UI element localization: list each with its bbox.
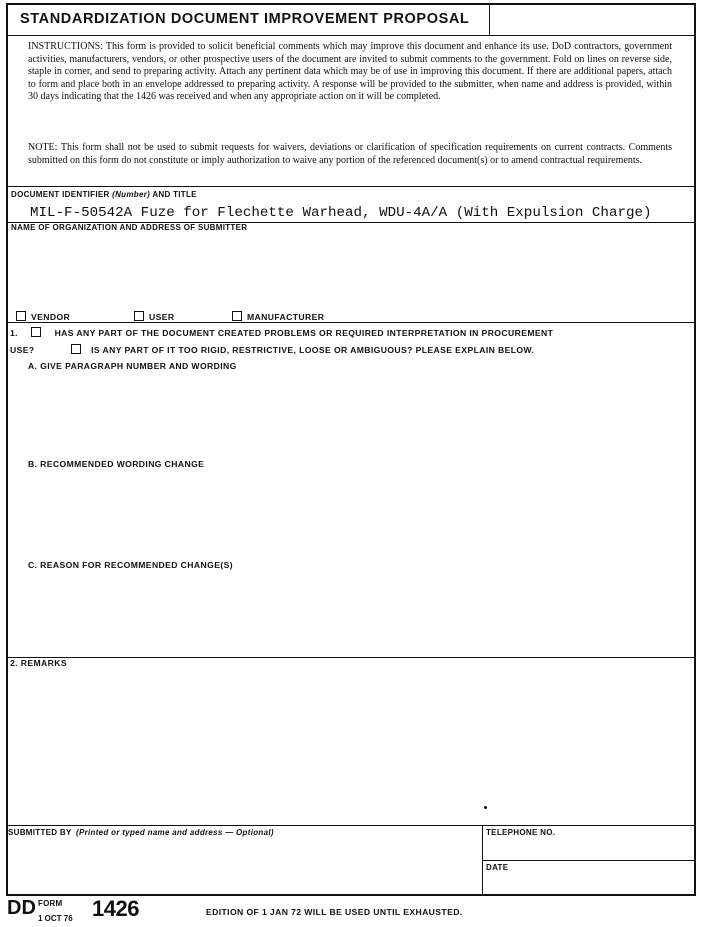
telephone-field[interactable] bbox=[486, 840, 692, 858]
user-label: USER bbox=[149, 312, 175, 322]
question1-part-c: C. REASON FOR RECOMMENDED CHANGE(S) bbox=[28, 560, 233, 570]
part-b-field[interactable] bbox=[10, 472, 690, 556]
rule-telephone bbox=[482, 860, 696, 861]
footer-edition-note: EDITION OF 1 JAN 72 WILL BE USED UNTIL EXHAUSTED. bbox=[206, 907, 463, 917]
submitted-by-field[interactable] bbox=[10, 840, 480, 892]
document-identifier-value[interactable]: MIL-F-50542A Fuze for Flechette Warhead, WDU-4A/A (With Expulsion Charge) bbox=[30, 205, 652, 221]
vendor-label: VENDOR bbox=[31, 312, 71, 322]
too-rigid-checkbox[interactable] bbox=[71, 344, 81, 354]
manufacturer-label: MANUFACTURER bbox=[247, 312, 325, 322]
question1-number: 1. bbox=[10, 328, 18, 338]
date-field[interactable] bbox=[486, 874, 692, 892]
question1-line1 bbox=[10, 327, 553, 338]
rule-submitter bbox=[6, 322, 696, 323]
footer-dd: DD bbox=[7, 897, 36, 919]
user-checkbox[interactable] bbox=[134, 311, 144, 321]
procurement-problems-checkbox[interactable] bbox=[31, 327, 41, 337]
question1-rigid-text: IS ANY PART OF IT TOO RIGID, RESTRICTIVE, LOOSE OR AMBIGUOUS? PLEASE EXPLAIN BELOW. bbox=[91, 345, 535, 355]
manufacturer-checkbox[interactable] bbox=[232, 311, 242, 321]
submitter-field[interactable] bbox=[10, 231, 690, 303]
part-a-field[interactable] bbox=[10, 374, 690, 456]
form-title: STANDARDIZATION DOCUMENT IMPROVEMENT PROPOSAL bbox=[20, 11, 470, 27]
footer-form-word: FORM bbox=[38, 899, 63, 908]
rule-instructions bbox=[6, 186, 696, 187]
question1-use-text: USE? bbox=[10, 345, 35, 355]
vendor-checkbox[interactable] bbox=[16, 311, 26, 321]
question1-text: HAS ANY PART OF THE DOCUMENT CREATED PROBLEMS OR REQUIRED INTERPRETATION IN PROCUREMENT bbox=[54, 328, 554, 338]
submitted-by-label: SUBMITTED BY (Printed or typed name and address — Optional) bbox=[8, 828, 274, 837]
title-divider bbox=[489, 3, 490, 36]
rule-title bbox=[6, 35, 696, 36]
document-identifier-label: DOCUMENT IDENTIFIER (Number) AND TITLE bbox=[11, 190, 197, 199]
rule-question1 bbox=[6, 657, 696, 658]
remarks-label: 2. REMARKS bbox=[10, 658, 68, 668]
telephone-label: TELEPHONE NO. bbox=[486, 828, 556, 837]
footer-form-date: 1 OCT 76 bbox=[38, 914, 73, 923]
note-text: NOTE: This form shall not be used to submit requests for waivers, deviations or clarification of specification requirements on current contracts. Comments submitted on this form do not constitute or imply authorization to waive any portion of the referenced document(s) or to amend contractual requirements. bbox=[28, 142, 672, 166]
remarks-field[interactable] bbox=[10, 671, 690, 821]
rule-remarks bbox=[6, 825, 696, 826]
date-label: DATE bbox=[486, 863, 509, 872]
title-blank-box bbox=[491, 5, 694, 35]
submitter-label: NAME OF ORGANIZATION AND ADDRESS OF SUBMITTER bbox=[11, 223, 248, 232]
footer-form-number: 1426 bbox=[92, 896, 139, 921]
question1-line2 bbox=[10, 344, 534, 355]
instructions-text: INSTRUCTIONS: This form is provided to solicit beneficial comments which may improve this document and enhance its use. DoD contractors, government activities, manufacturers, vendors, or other prospective users of the document are invited to submit comments to the government. Fold on lines on reverse side, staple in corner, and send to preparing activity. Attach any pertinent data which may be of use in improving this document. If there are additional papers, attach to form and place both in an envelope addressed to preparing activity. A response will be provided to the submitter, when name and address is provided, within 30 days indicating that the 1426 was received and when any appropriate action on it will be completed. bbox=[28, 41, 672, 103]
speck-mark bbox=[484, 806, 487, 809]
question1-part-b: B. RECOMMENDED WORDING CHANGE bbox=[28, 459, 205, 469]
question1-part-a: A. GIVE PARAGRAPH NUMBER AND WORDING bbox=[28, 361, 237, 371]
part-c-field[interactable] bbox=[10, 573, 690, 655]
